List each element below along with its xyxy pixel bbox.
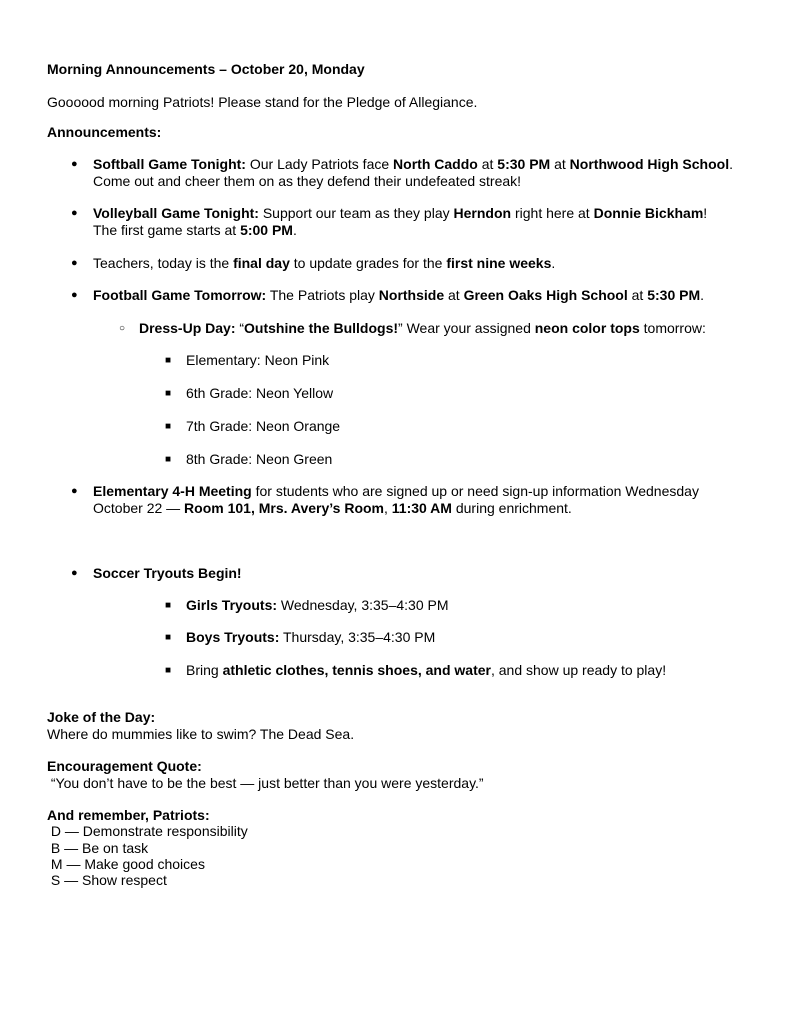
text: at (444, 287, 464, 303)
text-line (186, 451, 332, 468)
text-line (93, 287, 704, 304)
list-item-boys-tryouts (165, 629, 436, 646)
list-item-football (71, 287, 705, 304)
page-title: Morning Announcements – October 20, Monday (47, 61, 365, 77)
text: . (700, 287, 705, 303)
bold-text: Room 101, Mrs. Avery’s Room (184, 500, 384, 516)
text: Support our team as they play (258, 205, 454, 221)
remember-line-m: M — Make good choices (47, 855, 205, 872)
bullet-icon: ● (71, 158, 78, 170)
text: Wednesday, 3:35–4:30 PM (277, 597, 449, 613)
square-bullet-icon: ■ (165, 665, 172, 676)
text-line (186, 662, 666, 679)
item-text (186, 352, 329, 369)
square-bullet-icon: ■ (165, 355, 172, 366)
list-item-neon-6th (165, 385, 334, 402)
text: tomorrow: (639, 320, 706, 336)
quote-heading: Encouragement Quote: (47, 758, 202, 774)
text: Teachers, today is the (93, 255, 234, 271)
text: Bring (186, 662, 223, 678)
square-bullet-icon: ■ (165, 388, 172, 399)
square-bullet-icon: ■ (165, 600, 172, 611)
bullet-icon: ● (71, 257, 78, 269)
list-item-volleyball (71, 205, 708, 239)
text-line (93, 565, 242, 582)
list-item-girls-tryouts (165, 597, 449, 614)
list-item-4h (71, 483, 699, 517)
greeting: Goooood morning Patriots! Please stand for the Pledge of Allegiance. (47, 94, 478, 110)
list-item-neon-elementary (165, 352, 330, 369)
bold-text: Volleyball Game Tonight: (93, 205, 259, 221)
text-line (186, 629, 435, 646)
item-text (93, 483, 699, 517)
text: to update grades for the (289, 255, 447, 271)
list-item-neon-8th (165, 451, 333, 468)
circle-bullet-icon: ○ (119, 323, 126, 334)
bold-text: neon color tops (534, 320, 640, 336)
item-text (186, 662, 666, 679)
quote-section (47, 758, 484, 792)
text: . (551, 255, 556, 271)
bold-text: Girls Tryouts: (186, 597, 278, 613)
text: ” Wear your assigned (398, 320, 535, 336)
item-text (186, 597, 449, 614)
bold-text: Herndon (453, 205, 512, 221)
text: 7th Grade: Neon Orange (186, 418, 341, 434)
text: . (729, 156, 733, 172)
text: The first game starts at (93, 222, 241, 238)
item-text (93, 156, 733, 190)
text: , (384, 500, 392, 516)
bold-text: Donnie Bickham (593, 205, 704, 221)
text-line (93, 156, 733, 173)
text: Our Lady Patriots face (245, 156, 394, 172)
text-line (186, 385, 333, 402)
joke-section (47, 709, 354, 743)
text-line (186, 352, 329, 369)
text-line (186, 597, 449, 614)
list-item-bring (165, 662, 667, 679)
text: Thursday, 3:35–4:30 PM (279, 629, 436, 645)
joke-text: Where do mummies like to swim? The Dead Sea. (47, 726, 355, 742)
text: during enrichment. (451, 500, 572, 516)
text: . (292, 222, 297, 238)
quote-text: “You don’t have to be the best — just better than you were yesterday.” (47, 775, 484, 791)
bold-text: Boys Tryouts: (186, 629, 280, 645)
bold-text: final day (233, 255, 290, 271)
text-line (186, 418, 340, 435)
text: Elementary: Neon Pink (186, 352, 330, 368)
bold-text: Northside (378, 287, 445, 303)
text: ! (703, 205, 708, 221)
bold-text: 5:30 PM (647, 287, 701, 303)
bold-text: North Caddo (393, 156, 478, 172)
text-line (93, 500, 699, 517)
bold-text: Outshine the Bulldogs! (244, 320, 399, 336)
bold-text: Softball Game Tonight: (93, 156, 246, 172)
text: 8th Grade: Neon Green (186, 451, 333, 467)
bullet-icon: ● (71, 289, 78, 301)
item-text (93, 287, 704, 304)
bold-text: 5:30 PM (497, 156, 551, 172)
bullet-icon: ● (71, 567, 78, 579)
text: at (627, 287, 648, 303)
list-item-teachers (71, 255, 556, 272)
bold-text: 11:30 AM (391, 500, 452, 516)
remember-line-b: B — Be on task (47, 839, 149, 856)
remember-heading: And remember, Patriots: (47, 807, 210, 823)
item-text (186, 629, 435, 646)
bold-text: Northwood High School (569, 156, 730, 172)
item-text (139, 320, 706, 337)
text: right here at (511, 205, 594, 221)
bold-text: Green Oaks High School (463, 287, 628, 303)
list-item-neon-7th (165, 418, 341, 435)
bold-text: Soccer Tryouts Begin! (93, 565, 242, 581)
text: Come out and cheer them on as they defend their undefeated streak! (93, 173, 522, 189)
item-text (93, 205, 707, 239)
text-line (93, 222, 707, 239)
text: , and show up ready to play! (490, 662, 667, 678)
text-line (93, 173, 733, 190)
bullet-icon: ● (71, 207, 78, 219)
square-bullet-icon: ■ (165, 632, 172, 643)
announcements-heading: Announcements: (47, 124, 162, 140)
bold-text: first nine weeks (446, 255, 552, 271)
bold-text: Football Game Tomorrow: (93, 287, 267, 303)
text: at (477, 156, 498, 172)
bold-text: Dress-Up Day: (139, 320, 236, 336)
square-bullet-icon: ■ (165, 421, 172, 432)
item-text (186, 418, 340, 435)
remember-line-d: D — Demonstrate responsibility (47, 823, 248, 840)
text: October 22 — (93, 500, 185, 516)
text: at (550, 156, 570, 172)
remember-line-s: S — Show respect (47, 872, 167, 889)
joke-heading: Joke of the Day: (47, 709, 156, 725)
text-line (139, 320, 706, 337)
list-item-soccer (71, 565, 242, 582)
item-text (93, 565, 242, 582)
remember-section (47, 807, 248, 888)
text: The Patriots play (266, 287, 379, 303)
item-text (93, 255, 555, 272)
text: for students who are signed up or need sign-up information Wednesday (251, 483, 699, 499)
text-line (93, 483, 699, 500)
bullet-icon: ● (71, 485, 78, 497)
list-item-softball (71, 156, 733, 190)
text: 6th Grade: Neon Yellow (186, 385, 334, 401)
text: “ (235, 320, 245, 336)
text-line (93, 255, 555, 272)
bold-text: athletic clothes, tennis shoes, and water (222, 662, 491, 678)
text-line (93, 205, 707, 222)
bold-text: 5:00 PM (240, 222, 293, 238)
item-text (186, 451, 332, 468)
square-bullet-icon: ■ (165, 454, 172, 465)
bold-text: Elementary 4-H Meeting (93, 483, 252, 499)
item-text (186, 385, 333, 402)
list-item-dressup (119, 320, 706, 337)
